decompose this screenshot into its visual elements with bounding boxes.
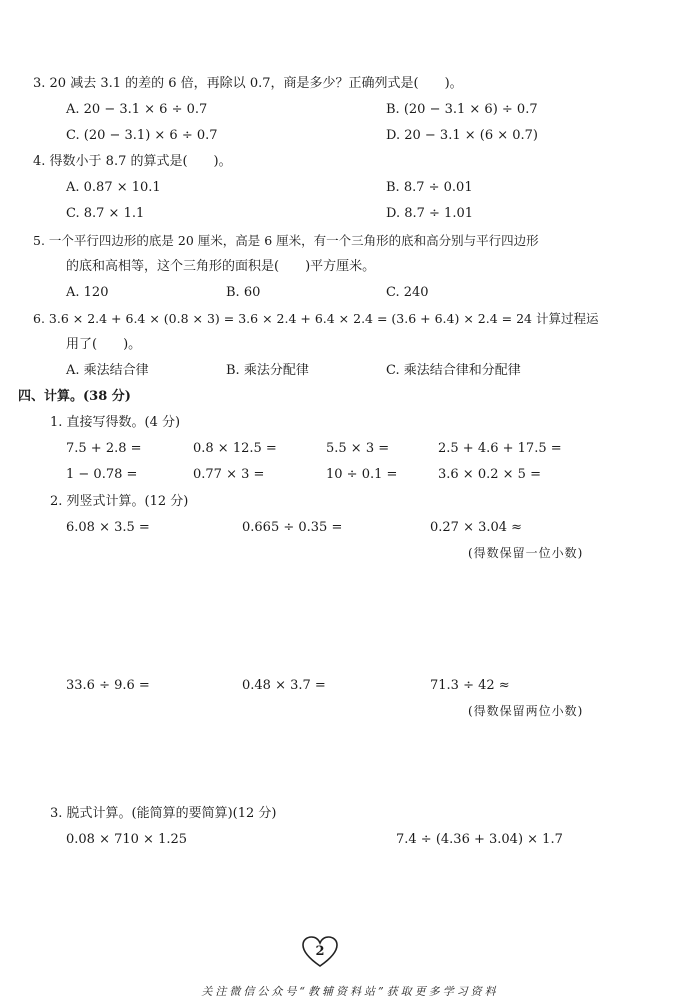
question-5-option-c: C. 240 xyxy=(386,285,429,300)
question-3-stem: 3. 20 减去 3.1 的差的 6 倍，再除以 0.7，商是多少？正确列式是( )。 xyxy=(33,76,463,91)
step-calc-2: 7.4 ÷ (4.36 + 3.04) × 1.7 xyxy=(396,832,563,847)
question-3-option-d: D. 20 − 3.1 × (6 × 0.7) xyxy=(386,128,539,143)
footer-watermark: 关注微信公众号“教辅资料站”获取更多学习资料 xyxy=(201,985,499,998)
vertical-calc-1: 6.08 × 3.5 = xyxy=(66,520,150,535)
question-4-stem: 4. 得数小于 8.7 的算式是( )。 xyxy=(33,154,232,169)
question-6-option-a: A. 乘法结合律 xyxy=(66,363,149,378)
question-5-option-a: A. 120 xyxy=(66,285,109,300)
rounding-note-2: (得数保留两位小数) xyxy=(468,704,584,718)
question-3-option-a: A. 20 − 3.1 × 6 ÷ 0.7 xyxy=(66,102,208,117)
mental-calc-1: 7.5 + 2.8 = xyxy=(66,441,142,456)
mental-calc-2: 0.8 × 12.5 = xyxy=(193,441,277,456)
question-3-option-b: B. (20 − 3.1 × 6) ÷ 0.7 xyxy=(386,102,538,117)
part-3-title: 3. 脱式计算。(能简算的要简算)(12 分) xyxy=(50,806,277,821)
mental-calc-5: 1 − 0.78 = xyxy=(66,467,138,482)
part-1-title: 1. 直接写得数。(4 分) xyxy=(50,415,181,430)
vertical-calc-4: 33.6 ÷ 9.6 = xyxy=(66,678,150,693)
question-5-stem-line1: 5. 一个平行四边形的底是 20 厘米，高是 6 厘米，有一个三角形的底和高分别与平行四边形 xyxy=(33,233,539,248)
question-5-stem-line2: 的底和高相等，这个三角形的面积是( )平方厘米。 xyxy=(66,259,376,274)
question-6-option-b: B. 乘法分配律 xyxy=(226,363,309,378)
question-4-option-d: D. 8.7 ÷ 1.01 xyxy=(386,206,474,221)
mental-calc-6: 0.77 × 3 = xyxy=(193,467,265,482)
question-6-stem-line2: 用了( )。 xyxy=(66,337,142,352)
rounding-note-1: (得数保留一位小数) xyxy=(468,546,584,560)
part-2-title: 2. 列竖式计算。(12 分) xyxy=(50,494,189,509)
mental-calc-3: 5.5 × 3 = xyxy=(326,441,390,456)
vertical-calc-3: 0.27 × 3.04 ≈ xyxy=(430,520,523,535)
vertical-calc-5: 0.48 × 3.7 = xyxy=(242,678,326,693)
page-number: 2 xyxy=(315,944,325,959)
mental-calc-8: 3.6 × 0.2 × 5 = xyxy=(438,467,541,482)
question-4-option-a: A. 0.87 × 10.1 xyxy=(66,180,161,195)
page-number-badge xyxy=(301,935,339,969)
mental-calc-7: 10 ÷ 0.1 = xyxy=(326,467,398,482)
question-4-option-b: B. 8.7 ÷ 0.01 xyxy=(386,180,473,195)
step-calc-1: 0.08 × 710 × 1.25 xyxy=(66,832,188,847)
question-6-option-c: C. 乘法结合律和分配律 xyxy=(386,363,521,378)
vertical-calc-2: 0.665 ÷ 0.35 = xyxy=(242,520,343,535)
question-5-option-b: B. 60 xyxy=(226,285,261,300)
question-3-option-c: C. (20 − 3.1) × 6 ÷ 0.7 xyxy=(66,128,218,143)
mental-calc-4: 2.5 + 4.6 + 17.5 = xyxy=(438,441,562,456)
question-6-stem-line1: 6. 3.6 × 2.4 + 6.4 × (0.8 × 3) = 3.6 × 2.4 + 6.4 × 2.4 = (3.6 + 6.4) × 2.4 = 24 计算过程运 xyxy=(33,311,599,326)
vertical-calc-6: 71.3 ÷ 42 ≈ xyxy=(430,678,510,693)
section-4-title: 四、计算。(38 分) xyxy=(18,389,131,404)
question-4-option-c: C. 8.7 × 1.1 xyxy=(66,206,145,221)
